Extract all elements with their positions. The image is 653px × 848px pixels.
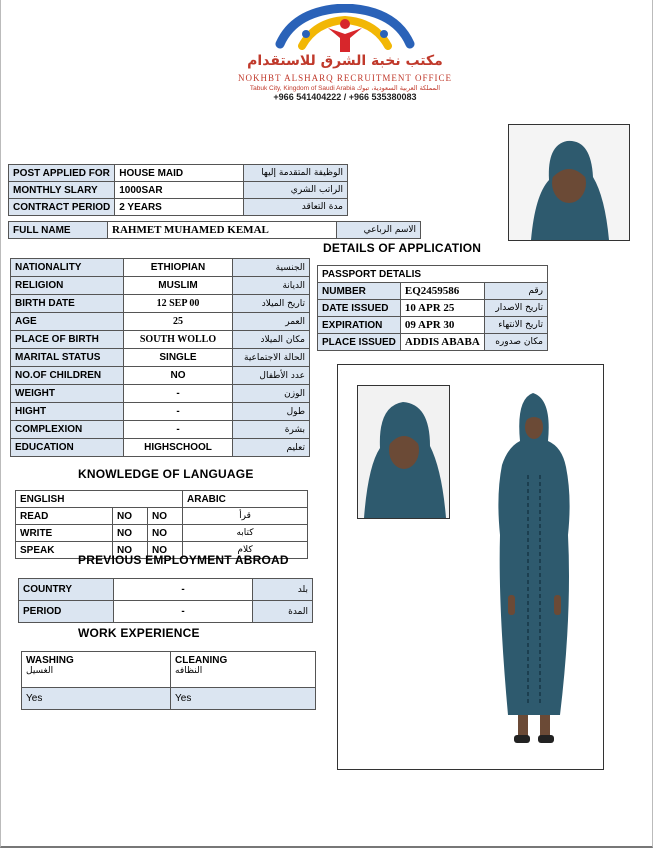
- language-arabic-value: NO: [148, 508, 183, 525]
- language-row: [16, 525, 308, 542]
- personal-value: 12 SEP 00: [124, 295, 233, 313]
- passport-title: PASSPORT DETALIS: [318, 266, 548, 283]
- passport-label: NUMBER: [318, 283, 401, 300]
- personal-label: AGE: [11, 313, 124, 331]
- passport-value: ADDIS ABABA: [400, 334, 484, 351]
- language-english-value: NO: [113, 508, 148, 525]
- experience-cleaning-label-ar: النظافه: [175, 666, 203, 676]
- previous-heading: PREVIOUS EMPLOYMENT ABROAD: [78, 553, 289, 567]
- passport-label-ar: رقم: [484, 283, 547, 300]
- personal-label-ar: الحالة الاجتماعية: [233, 349, 310, 367]
- language-row: [16, 508, 308, 525]
- job-table: [8, 164, 348, 216]
- full-name-value: RAHMET MUHAMED KEMAL: [108, 222, 337, 239]
- language-label: SPEAK: [16, 542, 113, 559]
- previous-label-ar: المدة: [253, 601, 313, 623]
- language-english-value: NO: [113, 542, 148, 559]
- details-heading: DETAILS OF APPLICATION: [323, 241, 482, 255]
- full-name-label-ar: الاسم الرباعي: [337, 222, 421, 239]
- language-col-english: ENGLISH: [16, 491, 183, 508]
- personal-row: [11, 349, 310, 367]
- experience-washing: [22, 652, 171, 688]
- personal-label-ar: بشرة: [233, 421, 310, 439]
- previous-label-ar: بلد: [253, 579, 313, 601]
- personal-label: HIGHT: [11, 403, 124, 421]
- portrait-photo: [508, 124, 630, 241]
- passport-row: [318, 334, 548, 351]
- personal-row: [11, 385, 310, 403]
- personal-label-ar: تعليم: [233, 439, 310, 457]
- experience-washing-label-ar: الغسيل: [26, 666, 54, 676]
- office-location: [200, 84, 490, 92]
- personal-label-ar: تاريخ الميلاد: [233, 295, 310, 313]
- language-table: [15, 490, 308, 559]
- language-arabic-value: NO: [148, 542, 183, 559]
- personal-label-ar: مكان الميلاد: [233, 331, 310, 349]
- personal-row: [11, 367, 310, 385]
- passport-label: DATE ISSUED: [318, 300, 401, 317]
- headshot-photo-icon: [358, 386, 449, 518]
- personal-row: [11, 403, 310, 421]
- office-name-en: NOKHBT ALSHARQ RECRUITMENT OFFICE: [238, 73, 452, 83]
- experience-heading: WORK EXPERIENCE: [78, 626, 200, 640]
- personal-value: -: [124, 403, 233, 421]
- header: [200, 4, 490, 100]
- passport-row: [318, 300, 548, 317]
- personal-label-ar: الجنسية: [233, 259, 310, 277]
- personal-label: COMPLEXION: [11, 421, 124, 439]
- language-label-ar: كتابه: [183, 525, 308, 542]
- language-label-ar: قرأ: [183, 508, 308, 525]
- job-label: POST APPLIED FOR: [9, 165, 115, 182]
- job-row: [9, 165, 348, 182]
- experience-cleaning: [171, 652, 316, 688]
- full-name-label: FULL NAME: [9, 222, 108, 239]
- personal-value: NO: [124, 367, 233, 385]
- personal-row: [11, 331, 310, 349]
- experience-cleaning-value: Yes: [171, 688, 316, 710]
- passport-label-ar: تاريخ الانتهاء: [484, 317, 547, 334]
- experience-table: [21, 651, 316, 710]
- personal-label-ar: طول: [233, 403, 310, 421]
- passport-value: 10 APR 25: [400, 300, 484, 317]
- passport-label: EXPIRATION: [318, 317, 401, 334]
- job-row: [9, 182, 348, 199]
- office-phones: +966 541404222 / +966 535380083: [273, 92, 417, 102]
- previous-row: [19, 579, 313, 601]
- personal-row: [11, 421, 310, 439]
- personal-label: MARITAL STATUS: [11, 349, 124, 367]
- personal-value: SINGLE: [124, 349, 233, 367]
- personal-label-ar: الديانة: [233, 277, 310, 295]
- personal-row: [11, 295, 310, 313]
- personal-value: MUSLIM: [124, 277, 233, 295]
- experience-cleaning-label: CLEANING: [175, 655, 228, 666]
- personal-label: RELIGION: [11, 277, 124, 295]
- previous-value: -: [114, 579, 253, 601]
- personal-row: [11, 259, 310, 277]
- job-row: [9, 199, 348, 216]
- language-label-ar: كلام: [183, 542, 308, 559]
- office-name-ar: مكتب نخبة الشرق للاستقدام: [247, 53, 443, 69]
- job-label-ar: الوظيفة المتقدمة إليها: [244, 165, 348, 182]
- job-label-ar: الراتب الشري: [244, 182, 348, 199]
- personal-value: -: [124, 385, 233, 403]
- office-location-en: Tabuk City, Kingdom of Saudi Arabia: [249, 85, 355, 92]
- passport-value: 09 APR 30: [400, 317, 484, 334]
- personal-value: ETHIOPIAN: [124, 259, 233, 277]
- personal-value: HIGHSCHOOL: [124, 439, 233, 457]
- language-label: READ: [16, 508, 113, 525]
- job-label-ar: مدة التعاقد: [244, 199, 348, 216]
- office-location-ar: المملكة العربية السعودية، تبوك: [356, 84, 441, 92]
- passport-label-ar: مكان صدوره: [484, 334, 547, 351]
- job-value: HOUSE MAID: [115, 165, 244, 182]
- passport-table: [317, 265, 548, 351]
- personal-value: -: [124, 421, 233, 439]
- headshot-photo: [357, 385, 450, 519]
- previous-label: COUNTRY: [19, 579, 114, 601]
- passport-row: [318, 317, 548, 334]
- personal-label-ar: عدد الأطفال: [233, 367, 310, 385]
- previous-row: [19, 601, 313, 623]
- language-heading: KNOWLEDGE OF LANGUAGE: [78, 467, 254, 481]
- language-arabic-value: NO: [148, 525, 183, 542]
- personal-label: NO.OF CHILDREN: [11, 367, 124, 385]
- people-figures-logo-icon: [270, 4, 420, 56]
- personal-label-ar: الوزن: [233, 385, 310, 403]
- previous-table: [18, 578, 313, 623]
- job-label: MONTHLY SLARY: [9, 182, 115, 199]
- personal-label: NATIONALITY: [11, 259, 124, 277]
- personal-value: SOUTH WOLLO: [124, 331, 233, 349]
- job-label: CONTRACT PERIOD: [9, 199, 115, 216]
- passport-label-ar: تاريخ الاصدار: [484, 300, 547, 317]
- personal-value: 25: [124, 313, 233, 331]
- personal-row: [11, 313, 310, 331]
- job-value: 1000SAR: [115, 182, 244, 199]
- personal-label: WEIGHT: [11, 385, 124, 403]
- personal-row: [11, 439, 310, 457]
- experience-washing-label: WASHING: [26, 655, 74, 666]
- full-body-figure-icon: [478, 385, 588, 757]
- passport-label: PLACE ISSUED: [318, 334, 401, 351]
- personal-row: [11, 277, 310, 295]
- personal-label: BIRTH DATE: [11, 295, 124, 313]
- personal-label-ar: العمر: [233, 313, 310, 331]
- passport-value: EQ2459586: [400, 283, 484, 300]
- portrait-photo-icon: [509, 125, 629, 240]
- experience-washing-value: Yes: [22, 688, 171, 710]
- previous-value: -: [114, 601, 253, 623]
- full-body-photo-panel: [337, 364, 604, 770]
- personal-table: [10, 258, 310, 457]
- language-col-arabic: ARABIC: [183, 491, 308, 508]
- personal-label: PLACE OF BIRTH: [11, 331, 124, 349]
- job-value: 2 YEARS: [115, 199, 244, 216]
- personal-label: EDUCATION: [11, 439, 124, 457]
- previous-label: PERIOD: [19, 601, 114, 623]
- language-english-value: NO: [113, 525, 148, 542]
- language-label: WRITE: [16, 525, 113, 542]
- passport-row: [318, 283, 548, 300]
- full-name-table: [8, 221, 421, 239]
